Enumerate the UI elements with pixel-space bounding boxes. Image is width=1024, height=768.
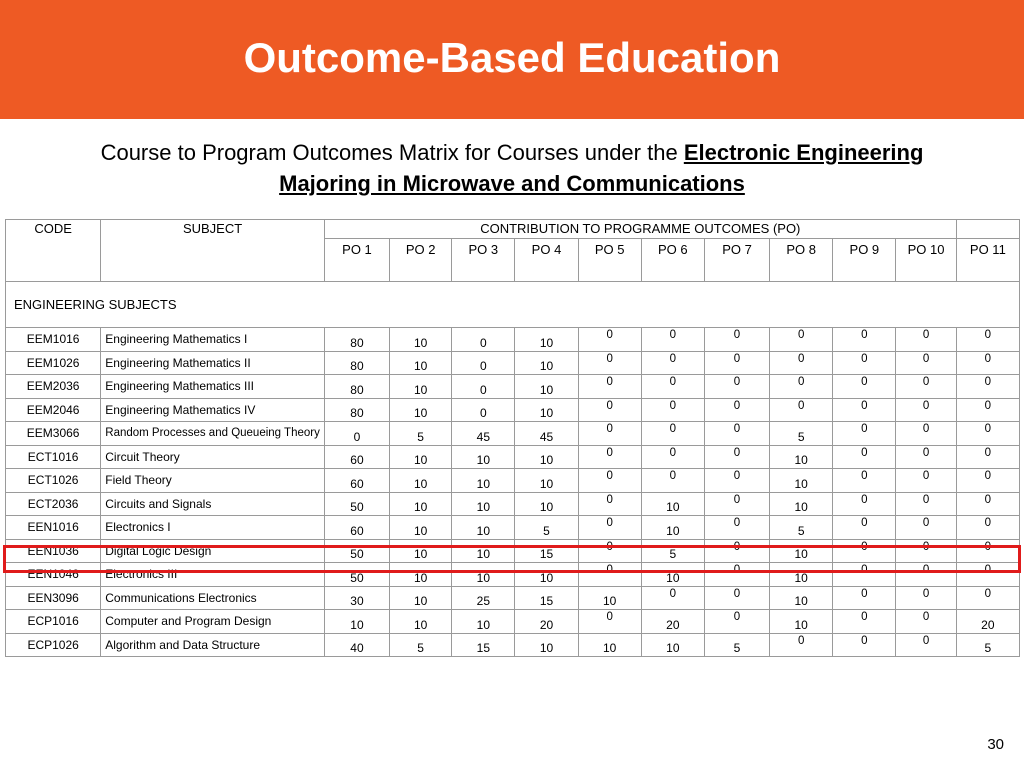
po-value: 0 (833, 422, 896, 446)
course-subject: Engineering Mathematics IV (101, 398, 325, 422)
po-value: 45 (452, 422, 515, 446)
po-value: 0 (833, 351, 896, 375)
po-value: 0 (578, 539, 641, 563)
po-value: 15 (515, 586, 578, 610)
course-code: EEM3066 (6, 422, 101, 446)
po-value: 10 (390, 375, 452, 399)
po-value: 0 (896, 586, 956, 610)
po-value: 0 (896, 563, 956, 587)
po-value: 10 (515, 375, 578, 399)
po-value: 10 (515, 563, 578, 587)
po-value: 60 (324, 445, 389, 469)
subtitle-emphasis-1: Electronic Engineering (683, 140, 924, 165)
po-value: 10 (641, 516, 704, 540)
po-value: 10 (515, 398, 578, 422)
course-subject: Engineering Mathematics III (101, 375, 325, 399)
header-contribution: CONTRIBUTION TO PROGRAMME OUTCOMES (PO) (324, 220, 956, 239)
po-value: 0 (704, 469, 769, 493)
header-po-7: PO 7 (704, 239, 769, 282)
po-value: 0 (770, 351, 833, 375)
po-value: 10 (452, 445, 515, 469)
po-value: 0 (704, 539, 769, 563)
po-value: 5 (770, 516, 833, 540)
po-value: 10 (390, 492, 452, 516)
table-row (6, 633, 1020, 657)
po-value: 10 (324, 610, 389, 634)
po-value: 80 (324, 375, 389, 399)
po-value: 0 (704, 328, 769, 352)
po-value: 0 (704, 375, 769, 399)
header-po-5: PO 5 (578, 239, 641, 282)
po-value: 20 (515, 610, 578, 634)
table-row (6, 516, 1020, 540)
po-value: 10 (452, 516, 515, 540)
po-value: 0 (833, 586, 896, 610)
po-value: 0 (956, 445, 1019, 469)
po-value: 0 (578, 351, 641, 375)
table-row (6, 586, 1020, 610)
po-value: 80 (324, 398, 389, 422)
po-value: 10 (641, 563, 704, 587)
po-value: 50 (324, 563, 389, 587)
po-value: 0 (452, 398, 515, 422)
po-value: 15 (452, 633, 515, 657)
table-row (6, 398, 1020, 422)
po-value: 0 (896, 375, 956, 399)
po-value: 0 (833, 398, 896, 422)
course-subject: Circuits and Signals (101, 492, 325, 516)
po-value: 10 (515, 351, 578, 375)
course-code: ECT1016 (6, 445, 101, 469)
po-value: 5 (770, 422, 833, 446)
po-value: 5 (704, 633, 769, 657)
po-value: 0 (896, 351, 956, 375)
po-value: 10 (770, 586, 833, 610)
po-value: 10 (390, 563, 452, 587)
course-code: EEN1016 (6, 516, 101, 540)
po-value: 0 (833, 563, 896, 587)
po-value: 0 (641, 586, 704, 610)
po-value: 10 (390, 328, 452, 352)
po-value: 10 (515, 445, 578, 469)
table-row (6, 328, 1020, 352)
po-value: 0 (324, 422, 389, 446)
po-value: 0 (641, 469, 704, 493)
po-value: 0 (896, 469, 956, 493)
po-value: 60 (324, 516, 389, 540)
po-value: 10 (390, 445, 452, 469)
po-value: 0 (578, 375, 641, 399)
po-value: 0 (704, 445, 769, 469)
course-subject: Electronics III (101, 563, 325, 587)
header-po-4: PO 4 (515, 239, 578, 282)
header-po-9: PO 9 (833, 239, 896, 282)
po-value: 10 (390, 398, 452, 422)
po-value: 0 (896, 516, 956, 540)
header-subject: SUBJECT (101, 220, 325, 282)
section-row (6, 282, 1020, 328)
po-value: 10 (452, 492, 515, 516)
course-subject: Electronics I (101, 516, 325, 540)
po-value: 40 (324, 633, 389, 657)
po-value: 0 (833, 492, 896, 516)
po-value: 5 (390, 422, 452, 446)
header-po-2: PO 2 (390, 239, 452, 282)
po-value: 10 (770, 563, 833, 587)
section-label: ENGINEERING SUBJECTS (6, 282, 1020, 328)
po-value: 10 (390, 539, 452, 563)
table-row-highlighted (6, 539, 1020, 563)
course-code: ECT1026 (6, 469, 101, 493)
po-value: 5 (641, 539, 704, 563)
header-blank (956, 220, 1019, 239)
po-value: 0 (956, 492, 1019, 516)
course-code: EEN1046 (6, 563, 101, 587)
po-value: 0 (704, 398, 769, 422)
po-value: 0 (578, 492, 641, 516)
subtitle-prefix: Course to Program Outcomes Matrix for Courses under the (100, 140, 684, 165)
po-value: 5 (390, 633, 452, 657)
po-value: 80 (324, 328, 389, 352)
po-value: 50 (324, 539, 389, 563)
po-value: 0 (956, 539, 1019, 563)
po-value: 0 (956, 422, 1019, 446)
course-code: EEM1016 (6, 328, 101, 352)
course-code: ECP1026 (6, 633, 101, 657)
po-value: 0 (896, 610, 956, 634)
table-row (6, 563, 1020, 587)
course-subject: Computer and Program Design (101, 610, 325, 634)
course-code: ECP1016 (6, 610, 101, 634)
po-value: 50 (324, 492, 389, 516)
course-code: EEN3096 (6, 586, 101, 610)
po-value: 45 (515, 422, 578, 446)
po-value: 10 (641, 492, 704, 516)
po-value: 0 (770, 328, 833, 352)
header-po-6: PO 6 (641, 239, 704, 282)
po-value: 60 (324, 469, 389, 493)
po-value: 10 (452, 563, 515, 587)
po-value: 0 (704, 516, 769, 540)
po-value: 0 (452, 351, 515, 375)
slide-title: Outcome-Based Education (243, 33, 781, 81)
po-value: 10 (770, 469, 833, 493)
page-number: 30 (987, 736, 1004, 753)
po-value: 0 (578, 422, 641, 446)
po-value: 0 (578, 610, 641, 634)
po-value: 0 (896, 492, 956, 516)
title-bar (0, 0, 1024, 119)
po-value: 0 (578, 469, 641, 493)
course-subject: Engineering Mathematics II (101, 351, 325, 375)
po-value: 10 (390, 516, 452, 540)
po-value: 10 (641, 633, 704, 657)
po-value: 0 (641, 445, 704, 469)
po-value: 0 (578, 563, 641, 587)
po-value: 0 (770, 398, 833, 422)
po-value: 0 (833, 516, 896, 540)
outcomes-matrix-table (5, 219, 1020, 657)
course-subject: Field Theory (101, 469, 325, 493)
course-code: EEM2046 (6, 398, 101, 422)
po-value: 0 (956, 351, 1019, 375)
po-value: 10 (390, 469, 452, 493)
po-value: 0 (578, 398, 641, 422)
po-value: 0 (896, 398, 956, 422)
po-value: 0 (956, 516, 1019, 540)
po-value: 10 (390, 610, 452, 634)
header-po-8: PO 8 (770, 239, 833, 282)
po-value: 10 (515, 469, 578, 493)
po-value: 10 (452, 469, 515, 493)
header-po-3: PO 3 (452, 239, 515, 282)
po-value: 0 (833, 445, 896, 469)
po-value: 0 (578, 328, 641, 352)
po-value: 0 (896, 633, 956, 657)
po-value: 5 (956, 633, 1019, 657)
po-value: 0 (770, 633, 833, 657)
po-value: 0 (452, 375, 515, 399)
po-value: 10 (515, 492, 578, 516)
po-value: 10 (515, 328, 578, 352)
po-value: 0 (641, 351, 704, 375)
table-row (6, 422, 1020, 446)
po-value: 0 (641, 422, 704, 446)
po-value: 10 (452, 539, 515, 563)
course-subject: Algorithm and Data Structure (101, 633, 325, 657)
po-value: 0 (833, 328, 896, 352)
po-value: 0 (452, 328, 515, 352)
table-row (6, 375, 1020, 399)
po-value: 10 (578, 586, 641, 610)
header-row-1 (6, 220, 1020, 239)
po-value: 15 (515, 539, 578, 563)
po-value: 0 (896, 539, 956, 563)
po-value: 0 (956, 586, 1019, 610)
po-value: 5 (515, 516, 578, 540)
po-value: 10 (770, 445, 833, 469)
po-value: 10 (770, 492, 833, 516)
header-code: CODE (6, 220, 101, 282)
po-value: 0 (956, 328, 1019, 352)
po-value: 0 (833, 469, 896, 493)
po-value: 0 (896, 422, 956, 446)
course-code: EEN1036 (6, 539, 101, 563)
course-subject: Engineering Mathematics I (101, 328, 325, 352)
po-value: 20 (956, 610, 1019, 634)
po-value: 0 (704, 586, 769, 610)
table-row (6, 445, 1020, 469)
subtitle-emphasis-2: Majoring in Microwave and Communications (279, 171, 745, 196)
po-value: 0 (956, 398, 1019, 422)
po-value: 10 (770, 610, 833, 634)
po-value: 10 (515, 633, 578, 657)
po-value: 0 (896, 445, 956, 469)
po-value: 0 (704, 563, 769, 587)
course-code: EEM2036 (6, 375, 101, 399)
po-value: 20 (641, 610, 704, 634)
po-value: 0 (704, 422, 769, 446)
po-value: 0 (578, 516, 641, 540)
course-code: EEM1026 (6, 351, 101, 375)
po-value: 10 (452, 610, 515, 634)
course-subject: Circuit Theory (101, 445, 325, 469)
po-value: 30 (324, 586, 389, 610)
header-po-11: PO 11 (956, 239, 1019, 282)
po-value: 10 (770, 539, 833, 563)
po-value: 0 (896, 328, 956, 352)
po-value: 0 (833, 375, 896, 399)
table-row (6, 610, 1020, 634)
course-subject: Digital Logic Design (101, 539, 325, 563)
po-value: 0 (833, 633, 896, 657)
po-value: 0 (770, 375, 833, 399)
po-value: 0 (578, 445, 641, 469)
po-value: 0 (641, 328, 704, 352)
table-row (6, 492, 1020, 516)
po-value: 0 (956, 563, 1019, 587)
po-value: 10 (390, 586, 452, 610)
po-value: 10 (578, 633, 641, 657)
header-po-1: PO 1 (324, 239, 389, 282)
po-value: 0 (956, 375, 1019, 399)
po-value: 0 (641, 375, 704, 399)
course-code: ECT2036 (6, 492, 101, 516)
course-subject: Random Processes and Queueing Theory (101, 422, 325, 446)
table-row (6, 351, 1020, 375)
table-row (6, 469, 1020, 493)
header-po-10: PO 10 (896, 239, 956, 282)
course-subject: Communications Electronics (101, 586, 325, 610)
po-value: 0 (704, 351, 769, 375)
po-value: 10 (390, 351, 452, 375)
po-value: 0 (641, 398, 704, 422)
slide-subtitle (0, 137, 1024, 199)
po-value: 0 (956, 469, 1019, 493)
po-value: 0 (704, 492, 769, 516)
po-value: 80 (324, 351, 389, 375)
po-value: 25 (452, 586, 515, 610)
po-value: 0 (833, 539, 896, 563)
po-value: 0 (704, 610, 769, 634)
po-value: 0 (833, 610, 896, 634)
